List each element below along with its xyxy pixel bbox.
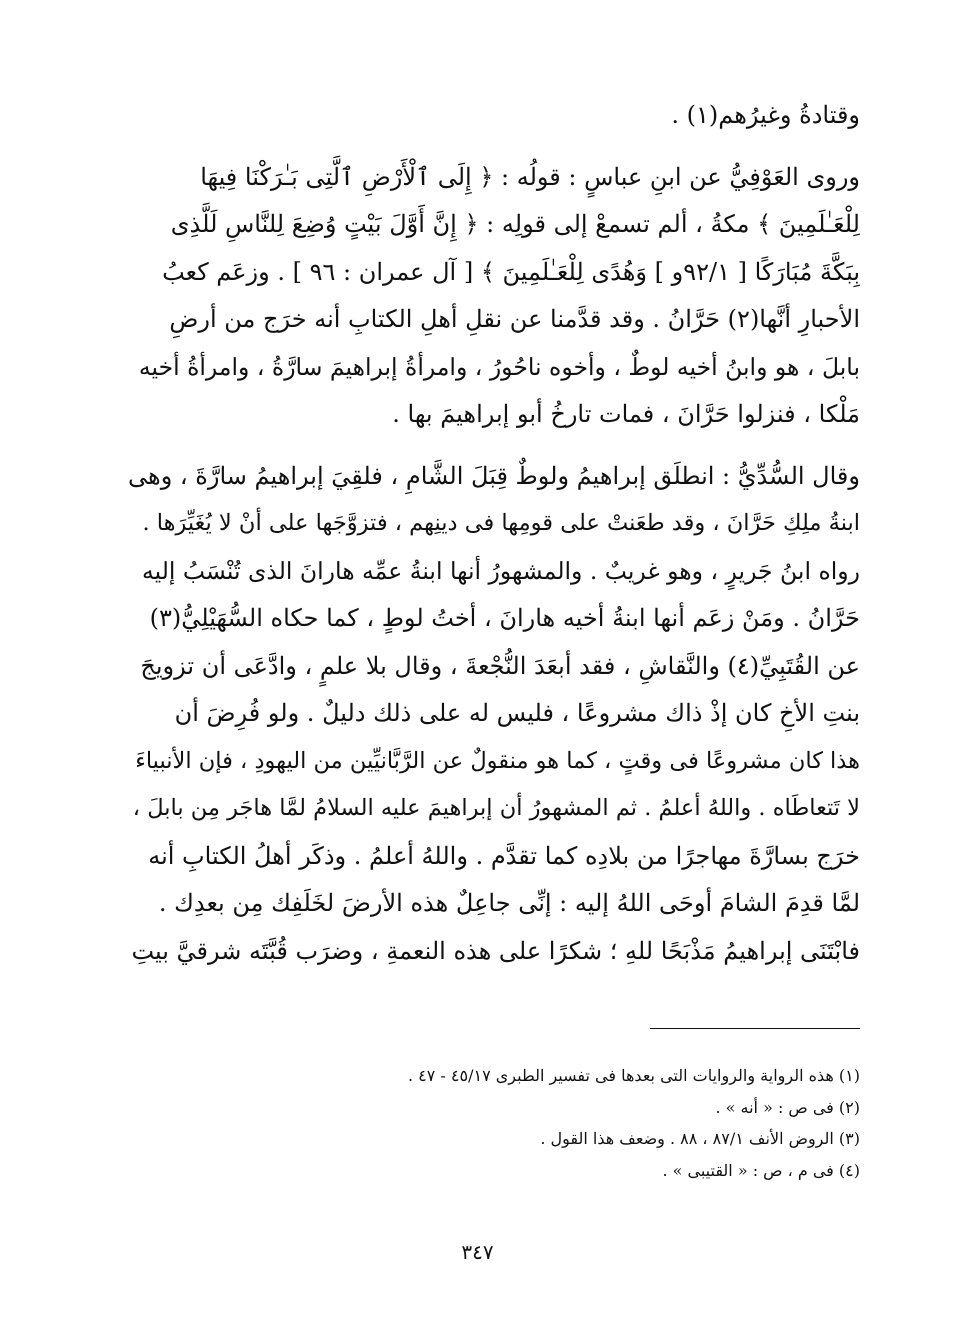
footnote: (٤) فى م ، ص : « القتيبى » . [662,1160,860,1180]
text-line: وقال السُّدِّيُّ : انطلَق إبراهيمُ ولوطٌ قِبَلَ الشَّامِ ، فلقِيَ إبراهيمُ سارَّةَ ، وهى [128,461,860,490]
text-line: بابلَ ، هو وابنُ أخيه لوطٌ ، وأخوه ناحُورُ ، وامرأةُ إبراهيمَ سارَّةُ ، وامرأةُ أخيه [138,352,860,381]
text-line: لا تَتعاطَاه . واللهُ أعلمُ . ثم المشهورُ أن إبراهيمَ عليه السلامُ لمَّا هاجَر مِن بابلَ ، [132,795,860,821]
text-line: الأحبارِ أنَّها(٢) حَرَّانُ . وقد قدَّمنا عن نقلِ أهلِ الكتابِ أنه خرَج من أرضِ [169,305,860,333]
text-line: لِلْعَـٰلَمِينَ ﴾ مكةُ ، ألم تسمعْ إلى قولِه : ﴿ إِنَّ أَوَّلَ بَيْتٍ وُضِعَ لِلنَّاسِ لَلَّذِى [170,210,860,238]
footnote: (٢) فى ص : « أنه » . [715,1097,860,1117]
text-line: رواه ابنُ جَريرٍ ، وهو غريبٌ . والمشهورُ أنها ابنةُ عمِّه هارانَ الذى تُنْسَبُ إليه [142,556,860,585]
text-line: خرَج بسارَّةَ مهاجرًا من بلادِه كما تقدَّم . واللهُ أعلمُ . وذكَر أهلُ الكتابِ أنه [148,841,860,870]
text-line: بِبَكَّةَ مُبَارَكًا [ ٩٢/١و ] وَهُدًى لِلْعَـٰلَمِينَ ﴾ [ آل عمران : ٩٦ ] . وزعَم كعبُ [162,257,860,286]
paragraph-1 [128,92,860,140]
text-line: وروى العَوْفِيُّ عن ابنِ عباسٍ : قولُه : ﴿ إِلَى ٱلْأَرْضِ ٱلَّتِى بَـٰرَكْنَا فِيهَا [200,162,860,191]
text-line: ابنةُ ملِكِ حَرَّانَ ، وقد طعَنتْ على قومِها فى دينِهم ، فتزوَّجَها على أنْ لا يُغَيِّرَها . [142,510,860,536]
paragraph-3 [128,453,860,976]
footnote: (٣) الروض الأنف ٨٧/١ ، ٨٨ . وضعف هذا القول . [540,1129,860,1148]
text-line: وقتادةُ وغيرُهم(١) . [671,101,860,129]
text-line: لمَّا قدِمَ الشامَ أوحَى اللهُ إليه : إنِّى جاعِلٌ هذه الأرضَ لخَلَفِك مِن بعدِك . [158,889,860,917]
text-line: فابْتَنَى إبراهيمُ مَذْبَحًا للهِ ؛ شكرًا على هذه النعمةِ ، وضرَب قُبَّتَه شرقيَّ بيتِ [131,936,860,965]
text-line: مَلْكا ، فنزلوا حَرَّانَ ، فمات تارخُ أبو إبراهيمَ بها . [392,400,860,428]
footnote-separator [650,1028,860,1029]
main-text [128,92,860,975]
footnotes [300,1060,860,1186]
page-number: ٣٤٧ [461,1240,494,1264]
text-line: عن القُتَبِيِّ(٤) والنَّقاشِ ، فقد أبعَدَ النُّجْعةَ ، وقال بلا علمٍ ، وادَّعَى أن تزويجَ [140,651,860,680]
footnote: (١) هذه الرواية والروايات التى بعدها فى تفسير الطبرى ٤٥/١٧ - ٤٧ . [407,1066,860,1085]
text-line: بنتِ الأخِ كان إذْ ذاك مشروعًا ، فليس له على ذلك دليلٌ . ولو فُرِضَ أن [174,699,860,727]
text-line: حَرَّانُ . ومَنْ زعَم أنها ابنةُ أخيه هارانَ ، أختُ لوطٍ ، كما حكاه السُّهَيْلِيُّ(٣) [149,604,860,632]
text-line: هذا كان مشروعًا فى وقتٍ ، كما هو منقولٌ عن الرَّبَّانيِّين من اليهودِ ، فإن الأنبياءَ [135,747,860,774]
paragraph-2 [128,154,860,439]
